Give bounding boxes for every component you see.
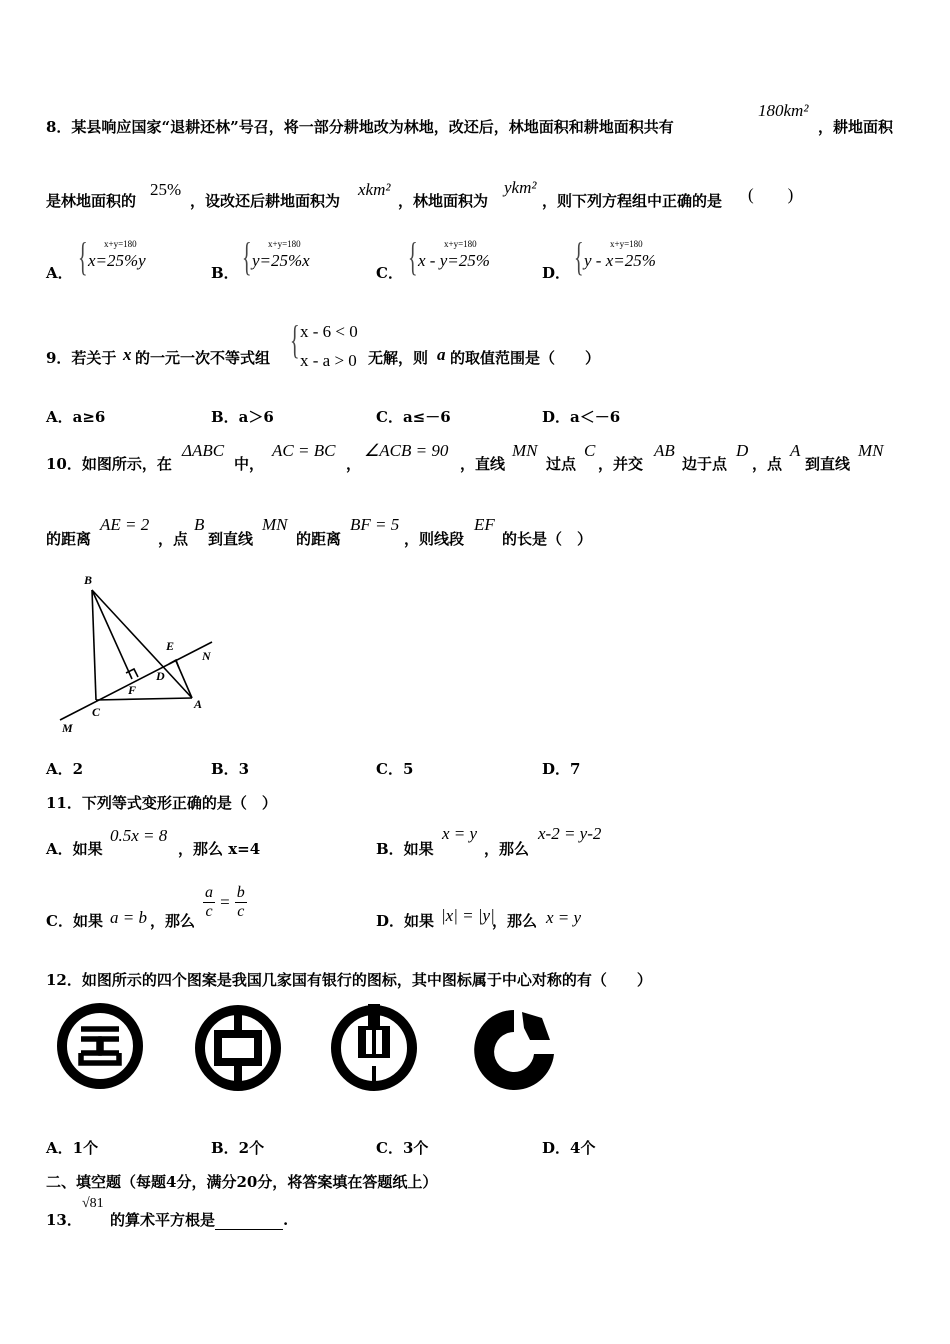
q8-total-area: 180km² bbox=[758, 101, 809, 120]
q11-a-post: ，那么 x=4 bbox=[178, 840, 261, 858]
q9-stem-b: 的一元一次不等式组 bbox=[135, 349, 271, 367]
q10-g: 边于点 bbox=[682, 455, 728, 473]
q8-paren: ( ) bbox=[748, 185, 794, 204]
label-m: M bbox=[62, 721, 73, 735]
q12-option-c: C．3个 bbox=[376, 1139, 429, 1157]
segment-bf bbox=[92, 590, 132, 679]
q10-point-a: A bbox=[790, 441, 801, 460]
q10-l: 到直线 bbox=[208, 530, 254, 548]
label-f: F bbox=[128, 683, 137, 697]
label-d: D bbox=[156, 669, 165, 683]
q10-angle: ∠ACB = 90 bbox=[364, 441, 449, 460]
line-mn bbox=[60, 642, 212, 720]
q9-var-x: x bbox=[123, 345, 132, 364]
label-b: B bbox=[84, 573, 93, 587]
q10-d: ，直线 bbox=[460, 455, 506, 473]
q8-option-c-top: x+y=180 bbox=[444, 239, 477, 249]
q8-ykm: ykm² bbox=[504, 178, 537, 197]
q11-d-eq: |x| = |y| bbox=[441, 906, 495, 925]
q10-bf: BF = 5 bbox=[350, 515, 400, 534]
q8-option-d-top: x+y=180 bbox=[610, 239, 643, 249]
q8-option-a-brace: { bbox=[78, 234, 88, 279]
q8-option-d-brace: { bbox=[574, 234, 584, 279]
q12-stem: 12．如图所示的四个图案是我国几家国有银行的图标，其中图标属于中心对称的有（ ） bbox=[46, 971, 652, 989]
q8-option-b-brace: { bbox=[242, 234, 252, 279]
segment-bc bbox=[92, 590, 96, 700]
segment-ba bbox=[92, 590, 192, 698]
q8-option-d-label: D． bbox=[542, 264, 571, 282]
q8-line2d: ，则下列方程组中正确的是 bbox=[542, 192, 723, 210]
q10-mn1: MN bbox=[512, 441, 538, 460]
q9-option-b: B．a＞6 bbox=[211, 408, 274, 426]
q8-option-a-label: A． bbox=[46, 264, 73, 282]
q10-option-a: A．2 bbox=[46, 760, 84, 778]
q10-j: 的距离 bbox=[46, 530, 92, 548]
label-c: C bbox=[92, 705, 101, 719]
bank-logo-1-icon bbox=[56, 1002, 146, 1092]
q10-point-c: C bbox=[584, 441, 596, 460]
q8-option-b-label: B． bbox=[211, 264, 239, 282]
q9-stem-d: 的取值范围是（ ） bbox=[450, 349, 601, 367]
q8-option-c-bottom: x - y=25% bbox=[418, 251, 490, 270]
q10-n: ，则线段 bbox=[404, 530, 465, 548]
q13-radical: √81 bbox=[82, 1196, 104, 1211]
q11-b-eq2: x-2 = y-2 bbox=[538, 824, 602, 843]
bank-logo-3-icon bbox=[328, 998, 420, 1094]
q10-option-d: D．7 bbox=[542, 760, 581, 778]
q10-e: 过点 bbox=[546, 455, 577, 473]
label-a: A bbox=[194, 697, 203, 711]
q10-triangle: ΔABC bbox=[182, 441, 225, 460]
q12-option-b: B．2个 bbox=[211, 1139, 265, 1157]
q10-c: ， bbox=[346, 455, 362, 473]
segment-ca bbox=[96, 698, 192, 700]
section-2-heading: 二、填空题（每题4分，满分20分，将答案填在答题纸上） bbox=[46, 1173, 438, 1191]
q10-ae: AE = 2 bbox=[100, 515, 150, 534]
q13-answer-blank[interactable] bbox=[215, 1215, 283, 1230]
q10-eq1: AC = BC bbox=[272, 441, 336, 460]
q11-a-pre: A．如果 bbox=[46, 840, 103, 858]
q9-stem-c: 无解，则 bbox=[368, 349, 429, 367]
fraction-b-over-c: $\frac{b}{c}$ bbox=[236, 884, 245, 920]
q8-line2b: ，设改还后耕地面积为 bbox=[190, 192, 341, 210]
q12-option-d: D．4个 bbox=[542, 1139, 596, 1157]
q8-option-a-bottom: x=25%y bbox=[88, 251, 146, 270]
q11-c-pre: C．如果 bbox=[46, 912, 103, 930]
q9-option-c: C．a≤－6 bbox=[376, 408, 451, 426]
q13-number: 13． bbox=[46, 1211, 82, 1229]
q8-line2a: 是林地面积的 bbox=[46, 192, 137, 210]
q11-b-eq: x = y bbox=[442, 824, 478, 843]
right-angle-e bbox=[169, 660, 179, 668]
q8-line2c: ，林地面积为 bbox=[398, 192, 489, 210]
q10-o: 的长是（ ） bbox=[502, 530, 593, 548]
q10-option-c: C．5 bbox=[376, 760, 414, 778]
q8-option-c-label: C． bbox=[376, 264, 403, 282]
q8-option-c-brace: { bbox=[408, 234, 418, 279]
q11-b-pre: B．如果 bbox=[376, 840, 434, 858]
q11-c-eq: a = b bbox=[110, 908, 147, 927]
q11-b-mid: ，那么 bbox=[484, 840, 530, 858]
q10-f: ，并交 bbox=[598, 455, 644, 473]
q10-h: ，点 bbox=[752, 455, 783, 473]
q11-a-eq: 0.5x = 8 bbox=[110, 826, 168, 845]
q13-text: 的算术平方根是 . bbox=[110, 1211, 289, 1229]
q9-option-a: A．a≥6 bbox=[46, 408, 106, 426]
q10-ab: AB bbox=[654, 441, 675, 460]
bank-logo-4-icon bbox=[468, 1004, 560, 1096]
q9-ineq1: x - 6 < 0 bbox=[300, 322, 358, 341]
q8-option-a-top: x+y=180 bbox=[104, 239, 137, 249]
q9-stem-a: 9．若关于 bbox=[46, 349, 117, 367]
q10-b: 中， bbox=[234, 455, 265, 473]
q10-point-d: D bbox=[736, 441, 749, 460]
q11-stem: 11．下列等式变形正确的是（ ） bbox=[46, 794, 277, 812]
q10-m: 的距离 bbox=[296, 530, 342, 548]
label-n: N bbox=[202, 649, 211, 663]
q8-option-b-top: x+y=180 bbox=[268, 239, 301, 249]
q8-xkm: xkm² bbox=[358, 180, 391, 199]
label-e: E bbox=[166, 639, 175, 653]
q8-option-b-bottom: y=25%x bbox=[252, 251, 310, 270]
q12-option-a: A．1个 bbox=[46, 1139, 99, 1157]
q11-d-mid: ，那么 bbox=[492, 912, 538, 930]
q9-brace: { bbox=[290, 317, 300, 362]
q10-mn3: MN bbox=[262, 515, 288, 534]
q10-point-b: B bbox=[194, 515, 205, 534]
q8-line1-end: ，耕地面积 bbox=[818, 118, 894, 136]
q8-option-d-bottom: y - x=25% bbox=[584, 251, 656, 270]
q10-ef: EF bbox=[474, 515, 495, 534]
q9-option-d: D．a＜－6 bbox=[542, 408, 621, 426]
bank-logo-2-icon bbox=[192, 1002, 284, 1094]
q10-a: 10．如图所示，在 bbox=[46, 455, 172, 473]
fraction-a-over-c: $\frac{a}{c}$ bbox=[205, 884, 213, 920]
q9-var-a: a bbox=[437, 345, 446, 364]
q10-option-b: B．3 bbox=[211, 760, 250, 778]
q10-figure bbox=[50, 570, 230, 740]
q11-c-mid: ，那么 bbox=[150, 912, 196, 930]
q9-ineq2: x - a > 0 bbox=[300, 351, 357, 370]
q11-c-fractions: $\frac{a}{c}$ = $\frac{b}{c}$ bbox=[205, 884, 245, 920]
q10-mn2: MN bbox=[858, 441, 884, 460]
q8-line1: 8．某县响应国家“退耕还林”号召，将一部分耕地改为林地，改还后，林地面积和耕地面积共有 bbox=[46, 118, 674, 136]
q11-d-pre: D．如果 bbox=[376, 912, 435, 930]
q10-i: 到直线 bbox=[805, 455, 851, 473]
q10-k: ，点 bbox=[158, 530, 189, 548]
q11-d-eq2: x = y bbox=[546, 908, 582, 927]
q8-percent: 25% bbox=[150, 180, 182, 199]
